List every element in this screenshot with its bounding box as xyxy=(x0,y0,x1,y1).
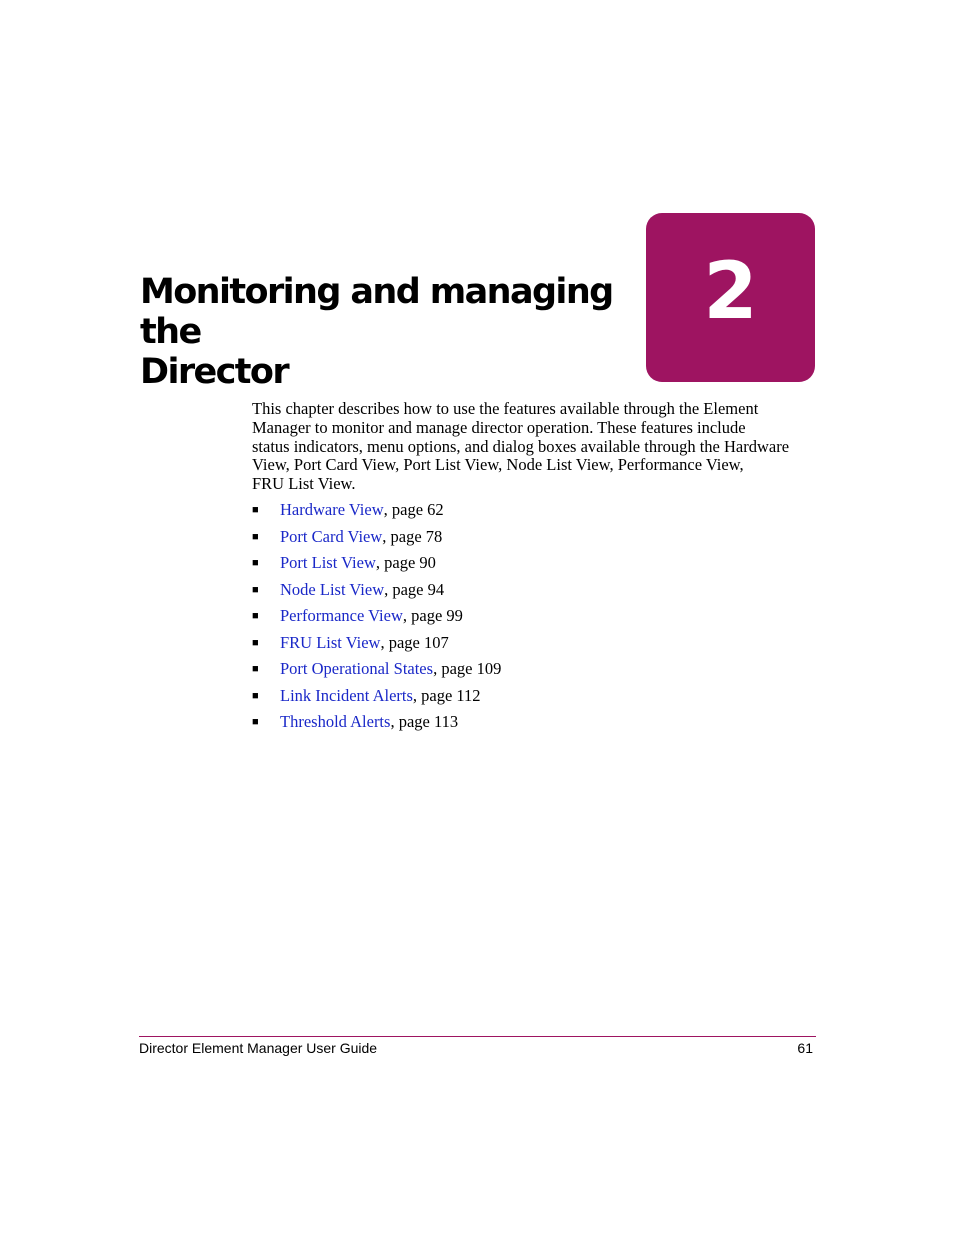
toc-page-ref: , page 94 xyxy=(384,579,445,599)
chapter-title xyxy=(140,272,640,392)
intro-line: FRU List View. xyxy=(252,474,356,494)
intro-line: View, Port Card View, Port List View, Node List View, Performance View, xyxy=(252,455,744,475)
toc-item-hardware-view xyxy=(252,500,501,527)
toc-link-node-list-view[interactable]: Node List View xyxy=(280,579,385,599)
bullet-square-icon: ■ xyxy=(252,557,259,569)
bullet-square-icon: ■ xyxy=(252,636,259,649)
toc-item-port-card-view xyxy=(252,527,501,554)
toc-page-ref: , page 99 xyxy=(402,606,463,625)
toc-link-port-list-view[interactable]: Port List View xyxy=(280,553,376,572)
toc-item-fru-list-view xyxy=(252,633,501,660)
toc-item-link-incident-alerts xyxy=(252,686,501,713)
bullet-square-icon: ■ xyxy=(252,663,259,675)
chapter-number-badge xyxy=(646,213,815,382)
toc-item-performance-view xyxy=(252,606,501,633)
toc-page-ref: , page 90 xyxy=(375,553,436,572)
toc-link-hardware-view[interactable]: Hardware View xyxy=(280,500,384,519)
toc-item-port-operational-states xyxy=(252,659,501,686)
toc-page-ref: , page 113 xyxy=(390,712,459,731)
toc-item-port-list-view xyxy=(252,553,501,580)
intro-line: Manager to monitor and manage director operation. These features include xyxy=(252,417,746,437)
bullet-square-icon: ■ xyxy=(252,504,259,516)
toc-link-threshold-alerts[interactable]: Threshold Alerts xyxy=(280,712,391,731)
toc-page-ref: , page 109 xyxy=(433,659,502,678)
bullet-square-icon: ■ xyxy=(252,583,259,596)
footer-divider xyxy=(139,1036,816,1037)
chapter-title-line-2: Director xyxy=(140,352,289,392)
bullet-square-icon: ■ xyxy=(252,716,259,728)
toc-page-ref: , page 62 xyxy=(383,500,444,519)
chapter-contents-list xyxy=(252,500,501,739)
toc-link-fru-list-view[interactable]: FRU List View xyxy=(280,632,381,652)
chapter-intro-paragraph xyxy=(252,400,822,494)
intro-line: status indicators, menu options, and dialog boxes available through the Hardware xyxy=(252,436,790,456)
chapter-number: 2 xyxy=(703,246,758,337)
toc-page-ref: , page 107 xyxy=(380,632,449,652)
intro-line: This chapter describes how to use the features available through the Element xyxy=(252,399,759,418)
toc-item-node-list-view xyxy=(252,580,501,607)
bullet-square-icon: ■ xyxy=(252,610,259,622)
toc-link-port-card-view[interactable]: Port Card View xyxy=(280,526,383,546)
toc-link-performance-view[interactable]: Performance View xyxy=(280,606,403,625)
bullet-square-icon: ■ xyxy=(252,530,259,543)
toc-link-link-incident-alerts[interactable]: Link Incident Alerts xyxy=(280,685,413,705)
chapter-title-line-1: Monitoring and managing the xyxy=(140,272,613,352)
toc-link-port-operational-states[interactable]: Port Operational States xyxy=(280,659,434,678)
bullet-square-icon: ■ xyxy=(252,689,259,702)
toc-page-ref: , page 112 xyxy=(412,685,481,705)
toc-item-threshold-alerts xyxy=(252,712,501,739)
toc-page-ref: , page 78 xyxy=(382,526,443,546)
footer-page-number: 61 xyxy=(797,1040,813,1056)
footer-document-title: Director Element Manager User Guide xyxy=(139,1040,378,1056)
